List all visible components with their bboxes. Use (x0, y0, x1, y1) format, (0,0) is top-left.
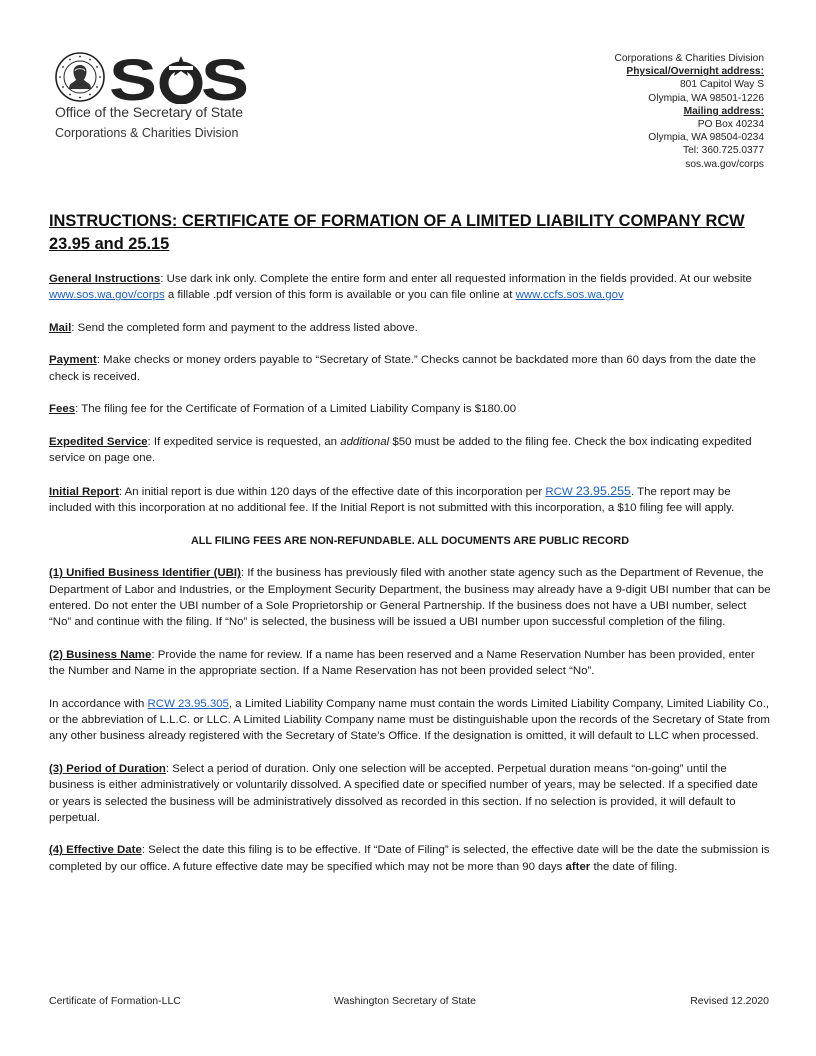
address-block (615, 52, 764, 171)
page-footer (49, 995, 769, 1009)
effective-date-instructions: (4) Effective Date: Select the date this filing is to be effective. If “Date of Filing” is selected, the effective date will be the date the submission is completed by our office. A future effective date may be specified which may not be more than 90 days after the date of filing. (49, 844, 770, 873)
mailing-box: PO Box 40234 (697, 119, 764, 131)
mail-instructions: Mail: Send the completed form and payment to the address listed above. (49, 321, 418, 334)
sos-website-link[interactable]: www.sos.wa.gov/corps (49, 289, 165, 302)
mailing-city: Olympia, WA 98504-0234 (648, 132, 764, 144)
rcw-23-95-255-link[interactable]: RCW 23.95.255 (545, 483, 631, 498)
svg-text:S: S (109, 54, 157, 104)
telephone: Tel: 360.725.0377 (682, 145, 764, 157)
logo-division-name: Corporations & Charities Division (55, 126, 239, 140)
accordance-paragraph: In accordance with RCW 23.95.305, a Limited Liability Company name must contain the words Limited Liability Company, Limited Liability Co., or the abbreviation of L.L.C. or LLC. A Limited Liability Company name must be distinguishable upon the records of the Secretary of State from any other business already registered with the Secretary of State’s Office. If the designation is omitted, it will default to LLC when processed. (49, 697, 770, 743)
ccfs-website-link[interactable]: www.ccfs.sos.wa.gov (515, 289, 624, 302)
website: sos.wa.gov/corps (685, 158, 764, 170)
initial-report-instructions: Initial Report: An initial report is due within 120 days of the effective date of this incorporation per RCW 23.95.255. The report may be included with this incorporation at no additional fee. If the Initial Report is not submitted with this incorporation, a $10 filing fee will apply. (49, 483, 735, 515)
non-refundable-notice: ALL FILING FEES ARE NON-REFUNDABLE. ALL DOCUMENTS ARE PUBLIC RECORD (190, 534, 630, 547)
instructions-body (49, 271, 771, 891)
physical-street: 801 Capitol Way S (680, 79, 764, 91)
duration-instructions: (3) Period of Duration: Select a period of duration. Only one selection will be accepted. Perpetual duration means “on-going” until the business is either administratively or voluntarily dissolved. A specified date or specified number of years, may be selected. If a specified date or years is selected the business will be administratively dissolved as recorded in this section. If no selection is provided, it will default to perpetual. (49, 762, 758, 824)
business-name-instructions: (2) Business Name: Provide the name for review. If a name has been reserved and a Name Reservation Number has been provided, enter the Number and Name in the appropriate section. If a Name Reservation has not been provided select “No”. (49, 648, 755, 678)
footer-revision: Revised 12.2020 (690, 995, 769, 1007)
logo-office-name: Office of the Secretary of State (55, 104, 243, 120)
footer-agency: Washington Secretary of State (334, 995, 477, 1007)
expedited-instructions: Expedited Service: If expedited service is requested, an additional $50 must be added to the filing fee. Check the box indicating expedited service on page one. (49, 435, 752, 465)
mailing-address-label: Mailing address: (683, 105, 764, 117)
rcw-23-95-305-link[interactable]: RCW 23.95.305 (147, 697, 229, 710)
sos-wordmark (109, 54, 249, 104)
state-seal-icon (55, 52, 105, 102)
payment-instructions: Payment: Make checks or money orders payable to “Secretary of State.” Checks cannot be backdated more than 60 days from the date the check is received. (49, 354, 756, 383)
svg-text:S: S (201, 54, 249, 104)
ubi-instructions: (1) Unified Business Identifier (UBI): If the business has previously filed with another state agency such as the Department of Revenue, the Department of Labor and Industries, or the Employment Security Department, the business may already have a 9-digit UBI number that can be entered. Do not enter the UBI number of a Sole Proprietorship or General Partnership. If the business does not have a UBI number, select “No” and continue with the filing. If “No” is selected, the business will be issued a UBI number upon successful completion of the filing. (49, 567, 771, 629)
physical-city: Olympia, WA 98501-1226 (648, 92, 764, 104)
physical-address-label: Physical/Overnight address: (626, 66, 764, 78)
general-instructions: General Instructions: Use dark ink only. Complete the entire form and enter all requested information in the fields provided. At our website www.sos.wa.gov/corps a fillable .pdf version of this form is available or you can file online at www.ccfs.sos.wa.gov (49, 273, 752, 302)
footer-form-name: Certificate of Formation-LLC (49, 995, 181, 1007)
fees-instructions: Fees: The filing fee for the Certificate of Formation of a Limited Liability Company is $180.00 (49, 403, 517, 416)
sos-logo (55, 52, 275, 147)
general-label: General Instructions (49, 273, 161, 285)
page-title: INSTRUCTIONS: CERTIFICATE OF FORMATION OF A LIMITED LIABILITY COMPANY RCW 23.95 and 25.15 (49, 212, 745, 253)
address-division: Corporations & Charities Division (614, 53, 764, 64)
